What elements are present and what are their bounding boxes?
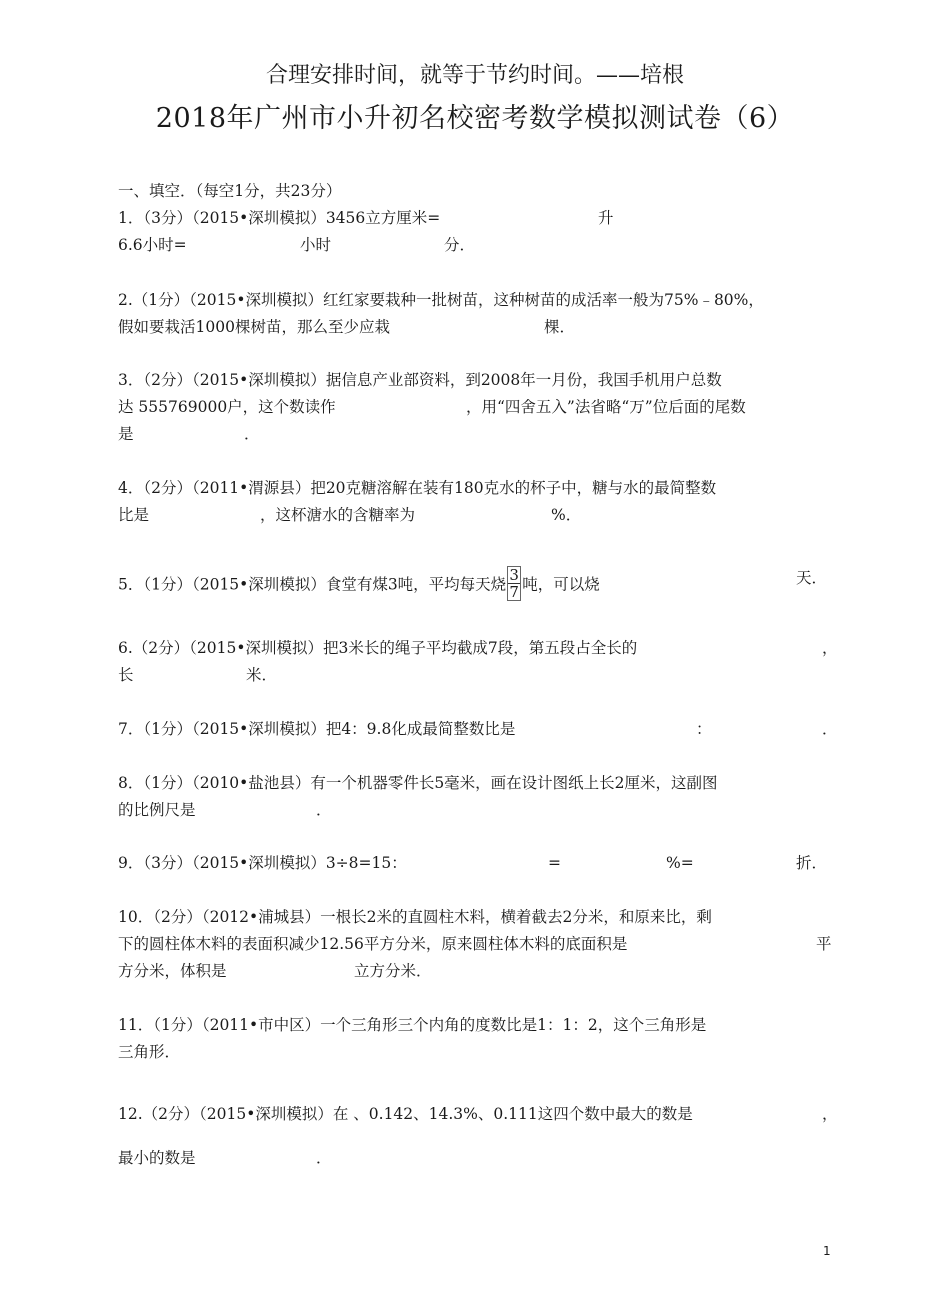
fraction-denominator: 7 xyxy=(509,583,519,601)
question-7-line-1: 7．（1分）（2015•深圳模拟）把4：9.8化成最简整数比是 xyxy=(118,720,516,738)
question-12-comma: ， xyxy=(822,1105,838,1123)
question-3-end: ． xyxy=(244,425,260,443)
question-6-line-1: 6.（2分）（2015•深圳模拟）把3米长的绳子平均截成7段，第五段占全长的 xyxy=(118,639,638,657)
section-heading: 一、填空．（每空1分，共23分） xyxy=(118,182,342,200)
question-4-line-1: 4．（2分）（2011•渭源县）把20克糖溶解在装有180克水的杯子中，糖与水的最简整数 xyxy=(118,479,717,497)
question-4-line-2: 比是 xyxy=(118,506,150,524)
question-3-line-2-rest: ，用“四舍五入”法省略“万”位后面的尾数 xyxy=(466,398,746,416)
question-10-line-2: 下的圆柱体木料的表面积减少12.56平方分米，原来圆柱体木料的底面积是 xyxy=(118,935,628,953)
question-8-end: ． xyxy=(316,801,332,819)
question-4-unit-percent: %． xyxy=(551,506,582,524)
question-8-line-1: 8．（1分）（2010•盐池县）有一个机器零件长5毫米，画在设计图纸上长2厘米，这副图 xyxy=(118,774,718,792)
question-9-discount: 折． xyxy=(796,854,828,872)
question-12-line-2: 最小的数是 xyxy=(118,1149,196,1167)
question-1-unit-hour: 小时 xyxy=(300,236,332,254)
question-12-end: ． xyxy=(316,1149,332,1167)
question-1-line-2: 6.6小时= xyxy=(118,236,187,254)
question-3-line-1: 3．（2分）（2015•深圳模拟）据信息产业部资料，到2008年一月份，我国手机用户总数 xyxy=(118,371,722,389)
question-2-unit: 棵． xyxy=(544,318,576,336)
question-9-line-1: 9．（3分）（2015•深圳模拟）3÷8=15： xyxy=(118,854,407,872)
question-1-unit-liter: 升 xyxy=(598,209,614,227)
question-9-equals: = xyxy=(548,854,561,872)
fraction xyxy=(507,566,521,601)
page-number: 1 xyxy=(823,1244,831,1258)
question-5-unit-day: 天． xyxy=(796,569,828,587)
question-10-line-1: 10．（2分）（2012•浦城县）一根长2米的直圆柱木料，横着截去2分米，和原来比，剩 xyxy=(118,908,712,926)
question-1-unit-minute: 分． xyxy=(444,236,476,254)
page-title: 2018年广州市小升初名校密考数学模拟测试卷（6） xyxy=(155,103,795,134)
question-8-line-2: 的比例尺是 xyxy=(118,801,196,819)
question-4-line-2-mid: ，这杯溏水的含糖率为 xyxy=(260,506,416,524)
question-1-line-1: 1．（3分）（2015•深圳模拟）3456立方厘米= xyxy=(118,209,441,227)
question-6-line-2: 长 xyxy=(118,666,134,684)
question-6-comma: ， xyxy=(822,639,838,657)
question-9-percent: %= xyxy=(666,854,694,872)
question-10-unit-start: 平 xyxy=(816,935,832,953)
question-3-line-2: 达 555769000户，这个数读作 xyxy=(118,398,336,416)
question-5-text: 5．（1分）（2015•深圳模拟）食堂有煤3吨，平均每天烧 xyxy=(118,575,507,594)
question-6-unit-meter: 米． xyxy=(246,666,278,684)
question-10-line-3: 方分米，体积是 xyxy=(118,962,227,980)
question-2-line-1: 2.（1分）（2015•深圳模拟）红红家要栽种一批树苗，这种树苗的成活率一般为75%﹣80%， xyxy=(118,291,764,309)
question-5-text-2: 吨，可以烧 xyxy=(522,575,600,594)
question-3-line-3: 是 xyxy=(118,425,134,443)
question-2-line-2: 假如要栽活1000棵树苗，那么至少应栽 xyxy=(118,318,390,336)
question-10-unit-volume: 立方分米． xyxy=(354,962,432,980)
motto: 合理安排时间，就等于节约时间。——培根 xyxy=(265,63,684,88)
question-7-colon: ： xyxy=(696,720,712,738)
question-11-line-2: 三角形． xyxy=(118,1043,181,1061)
question-11-line-1: 11．（1分）（2011•市中区）一个三角形三个内角的度数比是1：1：2，这个三角形是 xyxy=(118,1016,707,1034)
question-7-end: ． xyxy=(822,720,838,738)
fraction-numerator: 3 xyxy=(509,566,519,584)
question-5-line-1 xyxy=(118,568,600,603)
question-12-line-1: 12.（2分）（2015•深圳模拟）在 、0.142、14.3%、0.111这四个数中最大的数是 xyxy=(118,1105,693,1123)
